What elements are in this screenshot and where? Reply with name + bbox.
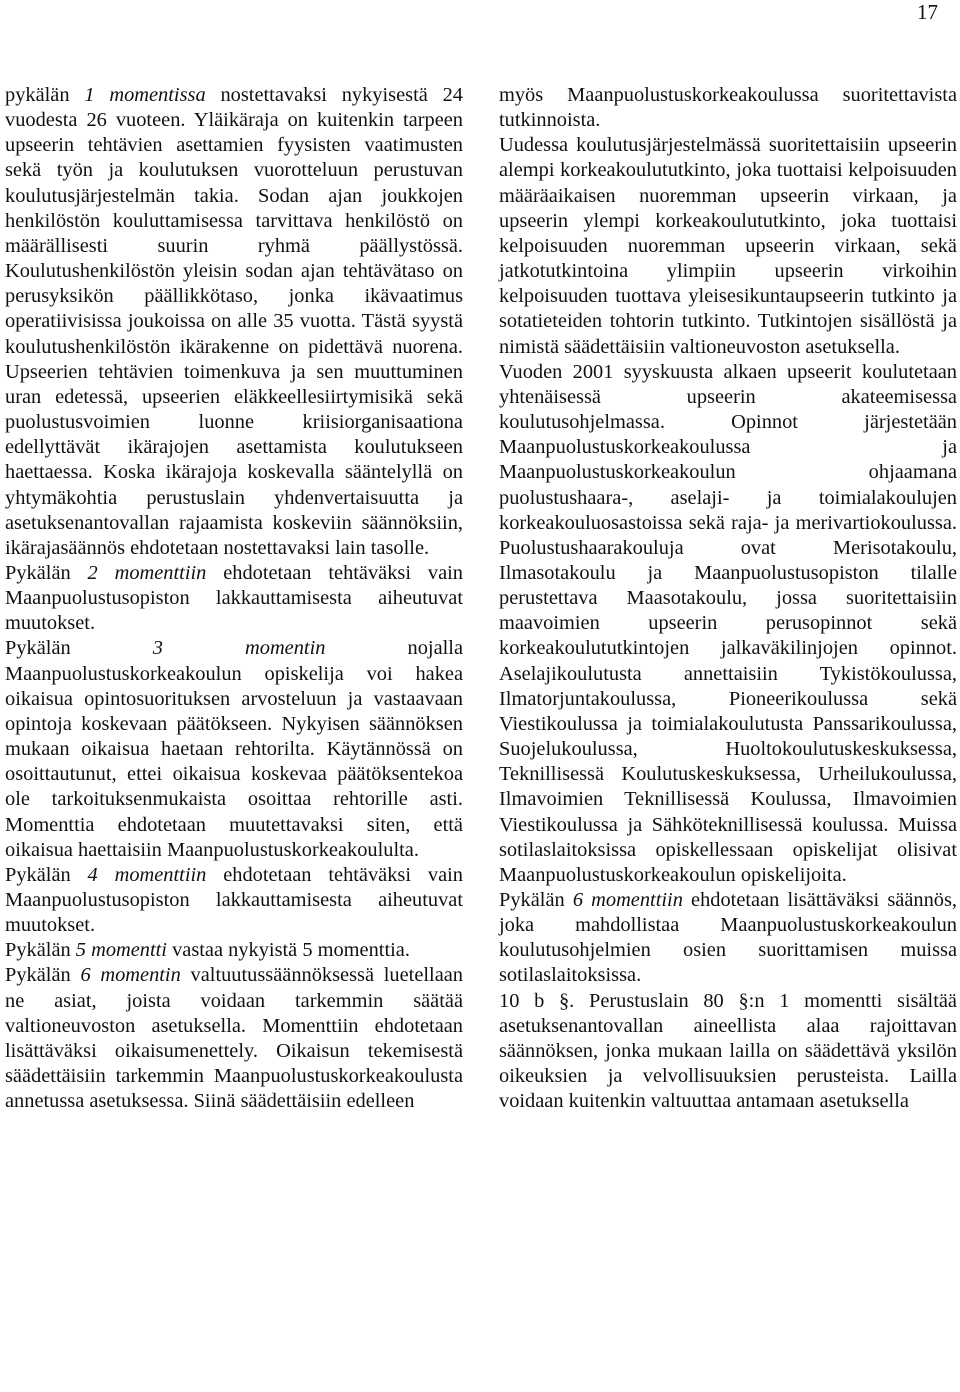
paragraph <box>499 888 957 989</box>
italic-reference: 6 momentin <box>80 964 181 987</box>
paragraph <box>5 863 463 938</box>
italic-reference: 6 momenttiin <box>572 889 683 911</box>
text-run: Pykälän <box>5 637 153 660</box>
text-run: nojalla Maanpuolustuskorkeakoulun opiskelija voi hakea oikaisua opintosuorituksen arvosteluun ja vastaavaan opintoja koskevaan päätökseen. Nykyisen säännöksen mukaan oikaisua haetaan rehtorilta. Käytännössä on osoittautunut, ettei oikaisua koskevaa päätöksentekoa ole tarkoituksenmukaista osoittaa rehtorille asti. Momenttia ehdotetaan muutettavaksi siten, että oikaisua haettaisiin Maanpuolustuskorkeakoululta. <box>5 637 464 861</box>
text-run: Pykälän <box>5 964 81 987</box>
text-run: valtuutussäännöksessä luetellaan ne asiat, joista voidaan tarkemmin säätää valtioneuvoston asetuksella. Momenttiin ehdotetaan lisättäväksi oikaisumenettely. Oikaisun tekemisestä säädettäisiin tarkemmin Maanpuolustuskorkeakoulusta annetussa asetuksessa. Siinä säädettäisiin edelleen <box>5 964 464 1113</box>
text-run: ehdotetaan lisättäväksi säännös, joka mahdollistaa Maanpuolustuskorkeakoulun koulutusohjelmien osien suorittamisen muissa sotilaslaitoksissa. <box>499 889 957 987</box>
paragraph <box>499 360 957 888</box>
italic-reference: 3 momentin <box>152 637 326 660</box>
left-column <box>5 83 463 1114</box>
italic-reference: 4 momenttiin <box>87 863 207 886</box>
text-run: vastaa nykyistä 5 momenttia. <box>166 939 410 962</box>
italic-reference: 1 momentissa <box>84 84 206 106</box>
italic-reference: 2 momenttiin <box>87 561 207 584</box>
text-run: ehdotetaan tehtäväksi vain Maanpuolustusopiston lakkauttamisesta aiheutuvat muutokset. <box>5 561 463 635</box>
paragraph <box>5 963 463 1114</box>
text-run: Pykälän <box>5 863 88 886</box>
paragraph <box>5 938 463 963</box>
text-run: Uudessa koulutusjärjestelmässä suoritettaisiin upseerin alempi korkeakoulututkinto, joka tuottaisi kelpoisuuden määräaikaisen nuoremman upseerin virkaan, ja upseerin ylempi korkeakoulututkinto, joka tuottaisi kelpoisuuden nuoremman upseerin virkaan, sekä jatkotutkintoina ylimpiin upseerin virkoihin kelpoisuuden tuottava yleisesikuntaupseerin tutkinto ja sotatieteiden tohtorin tutkinto. Tutkintojen sisällöstä ja nimistä säädettäisiin valtioneuvoston asetuksella. <box>499 134 957 358</box>
text-run: Vuoden 2001 syyskuusta alkaen upseerit koulutetaan yhtenäisessä upseerin akateemisessa koulutusohjelmassa. Opinnot järjestetään Maanpuolustuskorkeakoulussa ja Maanpuolustuskorkeakoulun ohjaamana puolustushaara-, aselaji- ja toimialakoulujen korkeakouluosastoissa sekä raja- ja merivartiokoulussa. Puolustushaarakouluja ovat Merisotakoulu, Ilmasotakoulu ja Maanpuolustusopiston tilalle perustettava Maasotakoulu, jossa suoritettaisiin maavoimien upseerin perusopinnot sekä korkeakoulututkintojen jalkaväkilinjojen opinnot. Aselajikoulutusta annettaisiin Tykistökoulussa, Ilmatorjuntakoulussa, Pioneerikoulussa sekä Viestikoulussa ja toimialakoulutusta Panssarikoulussa, Suojelukoulussa, Huoltokoulutuskeskuksessa, Teknillisessä Koulutuskeskuksessa, Urheilukoulussa, Ilmavoimien Teknillisessä Koulussa, Ilmavoimien Viestikoulussa ja Sähköteknillisessä koulussa. Muissa sotilaslaitoksissa opiskellessaan opiskelijat olisivat Maanpuolustuskorkeakoulun opiskelijoita. <box>499 360 957 886</box>
text-run: 10 b §. Perustuslain 80 §:n 1 momentti sisältää asetuksenantovallan aineellista alaa rajoittavan säännöksen, jonka mukaan lailla on säädettävä yksilön oikeuksien ja velvollisuuksien perusteista. Lailla voidaan kuitenkin valtuuttaa antamaan asetuksella <box>499 989 957 1113</box>
paragraph <box>499 989 957 1115</box>
italic-reference: 5 momentti <box>75 939 167 962</box>
paragraph <box>499 83 957 133</box>
text-run: myös Maanpuolustuskorkeakoulussa suoritettavista tutkinnoista. <box>499 84 957 132</box>
text-run: pykälän <box>5 84 85 106</box>
text-run: nostettavaksi nykyisestä 24 vuodesta 26 vuoteen. Yläikäraja on kuitenkin tarpeen upseerin tehtävien asettamien fyysisten vaatimusten sekä työn ja koulutuksen vuorotteluun perustuvan koulutusjärjestelmän takia. Sodan ajan joukkojen henkilöstön kouluttamisessa tarvittava henkilöstö on määrällisesti suurin ryhmä päällystössä. Koulutushenkilöstön yleisin sodan ajan tehtävätaso on perusyksikön päällikkötaso, jonka ikävaatimus operatiivisissa joukoissa on alle 35 vuotta. Tästä syystä koulutushenkilöstön ikärakenne on pidettävä nuorena. Upseerien tehtävien toimenkuva ja sen muuttuminen uran edetessä, upseerien eläkkeellesiirtymisikä sekä puolustusvoimien luonne kriisiorganisaationa edellyttävät ikärajojen asettamista koulutukseen haettaessa. Koska ikärajoja koskevalla sääntelyllä on yhtymäkohtia perustuslain yhdenvertaisuutta ja asetuksenantovallan rajaamista koskeviin säännöksiin, ikärajasäännös ehdotetaan nostettavaksi lain tasolle. <box>5 84 463 559</box>
paragraph <box>5 83 463 561</box>
page-number: 17 <box>917 0 938 24</box>
right-column <box>499 83 957 1114</box>
paragraph <box>5 636 463 862</box>
paragraph <box>499 133 957 359</box>
text-run: ehdotetaan tehtäväksi vain Maanpuolustusopiston lakkauttamisesta aiheutuvat muutokset. <box>5 863 463 937</box>
paragraph <box>5 561 463 636</box>
text-run: Pykälän <box>5 939 76 962</box>
text-run: Pykälän <box>5 561 88 584</box>
text-run: Pykälän <box>499 889 573 911</box>
